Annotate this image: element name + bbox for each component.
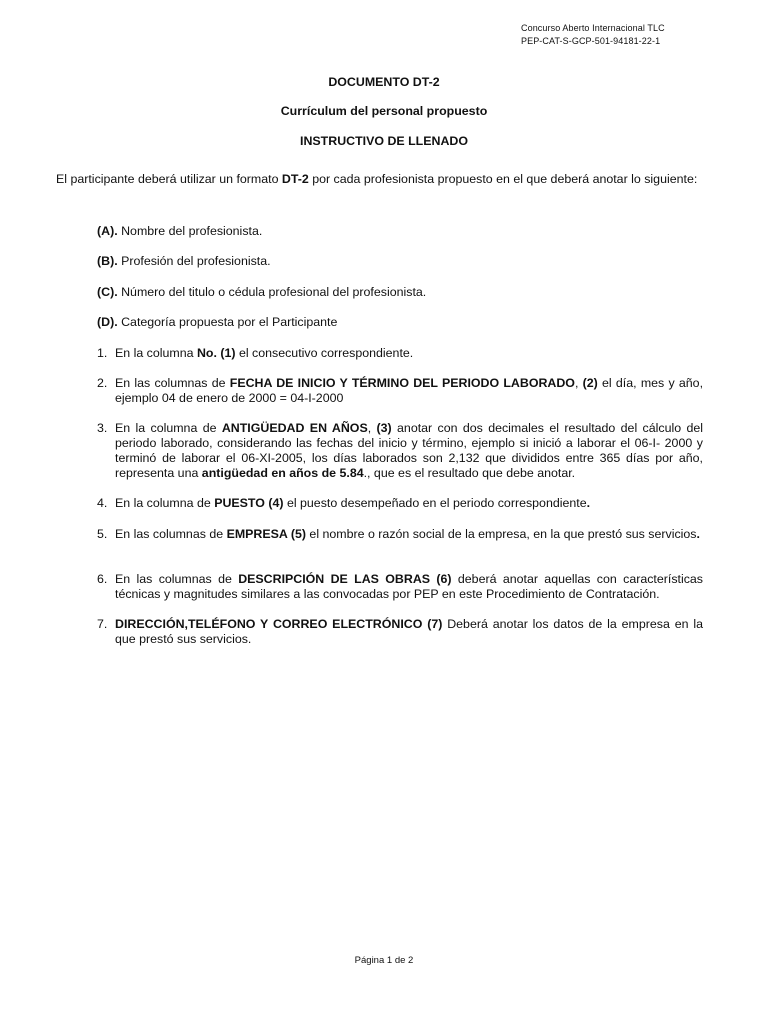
list-item-1 (97, 346, 703, 361)
list-item-3 (97, 421, 703, 481)
sub-item-text: Categoría propuesta por el Participante (117, 315, 338, 329)
contest-name: Concurso Aberto Internacional TLC (521, 23, 665, 33)
item-number: 6. (97, 572, 108, 586)
sub-item-text: Profesión del profesionista. (117, 254, 271, 268)
item-number: 3. (97, 421, 108, 435)
intro-form-code: DT-2 (281, 172, 309, 186)
document-subtitle: Currículum del personal propuesto (280, 104, 488, 118)
item-body (115, 496, 703, 511)
intro-text-1: El participante deberá utilizar un formato (56, 172, 282, 186)
sub-item-label: (D). (97, 315, 118, 329)
item-text: Deberá anotar los datos de la empresa en la que prestó sus servicios. (115, 617, 703, 646)
list-item-6 (97, 572, 703, 602)
item-bold: . (586, 496, 591, 510)
contest-code: PEP-CAT-S-GCP-501-94181-22-1 (521, 36, 661, 46)
item-text: ., que es el resultado que debe anotar. (363, 466, 576, 480)
item-text: el día, mes y año, ejemplo 04 de enero de 2000 = 04-I-2000 (115, 376, 704, 405)
intro-text-2: por cada profesionista propuesto en el que deberá anotar lo siguiente: (308, 172, 698, 186)
item-bold: (3) (376, 421, 392, 435)
sub-item-label: (C). (97, 285, 118, 299)
list-item-5 (97, 527, 703, 542)
list-item-2 (97, 376, 703, 406)
sub-item-text: Nombre del profesionista. (117, 224, 263, 238)
document-title: DOCUMENTO DT-2 (328, 75, 440, 89)
item-number: 5. (97, 527, 108, 541)
sub-item-d (97, 315, 697, 330)
page-number: Página 1 de 2 (354, 955, 414, 966)
item-text: En las columnas de (115, 527, 227, 541)
sub-item-c (97, 285, 697, 300)
list-item-7 (97, 617, 703, 647)
item-text: deberá anotar aquellas con características técnicas y magnitudes similares a las convocadas por PEP en este Procedimiento de Contratación. (115, 572, 704, 601)
item-body (115, 617, 703, 647)
item-bold: ANTIGÜEDAD EN AÑOS (221, 421, 368, 435)
item-text: En la columna de (115, 496, 215, 510)
item-bold: . (696, 527, 700, 541)
document-reference (521, 22, 665, 48)
item-text: el consecutivo correspondiente. (235, 346, 414, 360)
item-text: En la columna de (115, 421, 222, 435)
intro-paragraph (56, 172, 703, 187)
sub-item-label: (A). (97, 224, 118, 238)
instructions-heading: INSTRUCTIVO DE LLENADO (300, 134, 468, 148)
item-body (115, 346, 703, 361)
item-bold: antigüedad en años de 5.84 (201, 466, 364, 480)
item-bold: PUESTO (4) (214, 496, 284, 510)
item-text: , (574, 376, 583, 390)
item-bold: No. (1) (196, 346, 236, 360)
item-bold: (2) (582, 376, 598, 390)
sub-item-b (97, 254, 697, 269)
item-bold: DESCRIPCIÓN DE LAS OBRAS (6) (238, 572, 452, 586)
sub-item-text: Número del titulo o cédula profesional del profesionista. (117, 285, 427, 299)
item-bold: FECHA DE INICIO Y TÉRMINO DEL PERIODO LABORADO (229, 376, 575, 390)
item-number: 1. (97, 346, 108, 360)
item-body (115, 572, 703, 602)
item-text: En la columna (115, 346, 197, 360)
item-number: 2. (97, 376, 108, 390)
item-bold: DIRECCIÓN,TELÉFONO Y CORREO ELECTRÓNICO (7) (115, 617, 443, 631)
item-body (115, 527, 703, 542)
list-item-4 (97, 496, 703, 511)
item-text: el nombre o razón social de la empresa, en la que prestó sus servicios (305, 527, 697, 541)
item-body (115, 421, 703, 481)
item-body (115, 376, 703, 406)
item-text: el puesto desempeñado en el periodo correspondiente (283, 496, 587, 510)
sub-item-label: (B). (97, 254, 118, 268)
item-bold: EMPRESA (5) (226, 527, 306, 541)
item-text: , (367, 421, 377, 435)
item-number: 4. (97, 496, 108, 510)
item-number: 7. (97, 617, 108, 631)
sub-item-a (97, 224, 697, 239)
item-text: anotar con dos decimales el resultado del cálculo del periodo laborado, considerando las fechas del inicio y término, ejemplo si inició a laborar el 06-I- 2000 y terminó de laborar el 06-XI-2005, los días laborados son 2,132 que divididos entre 365 días por año, representa una (115, 421, 704, 480)
item-text: En las columnas de (115, 572, 239, 586)
item-text: En las columnas de (115, 376, 230, 390)
